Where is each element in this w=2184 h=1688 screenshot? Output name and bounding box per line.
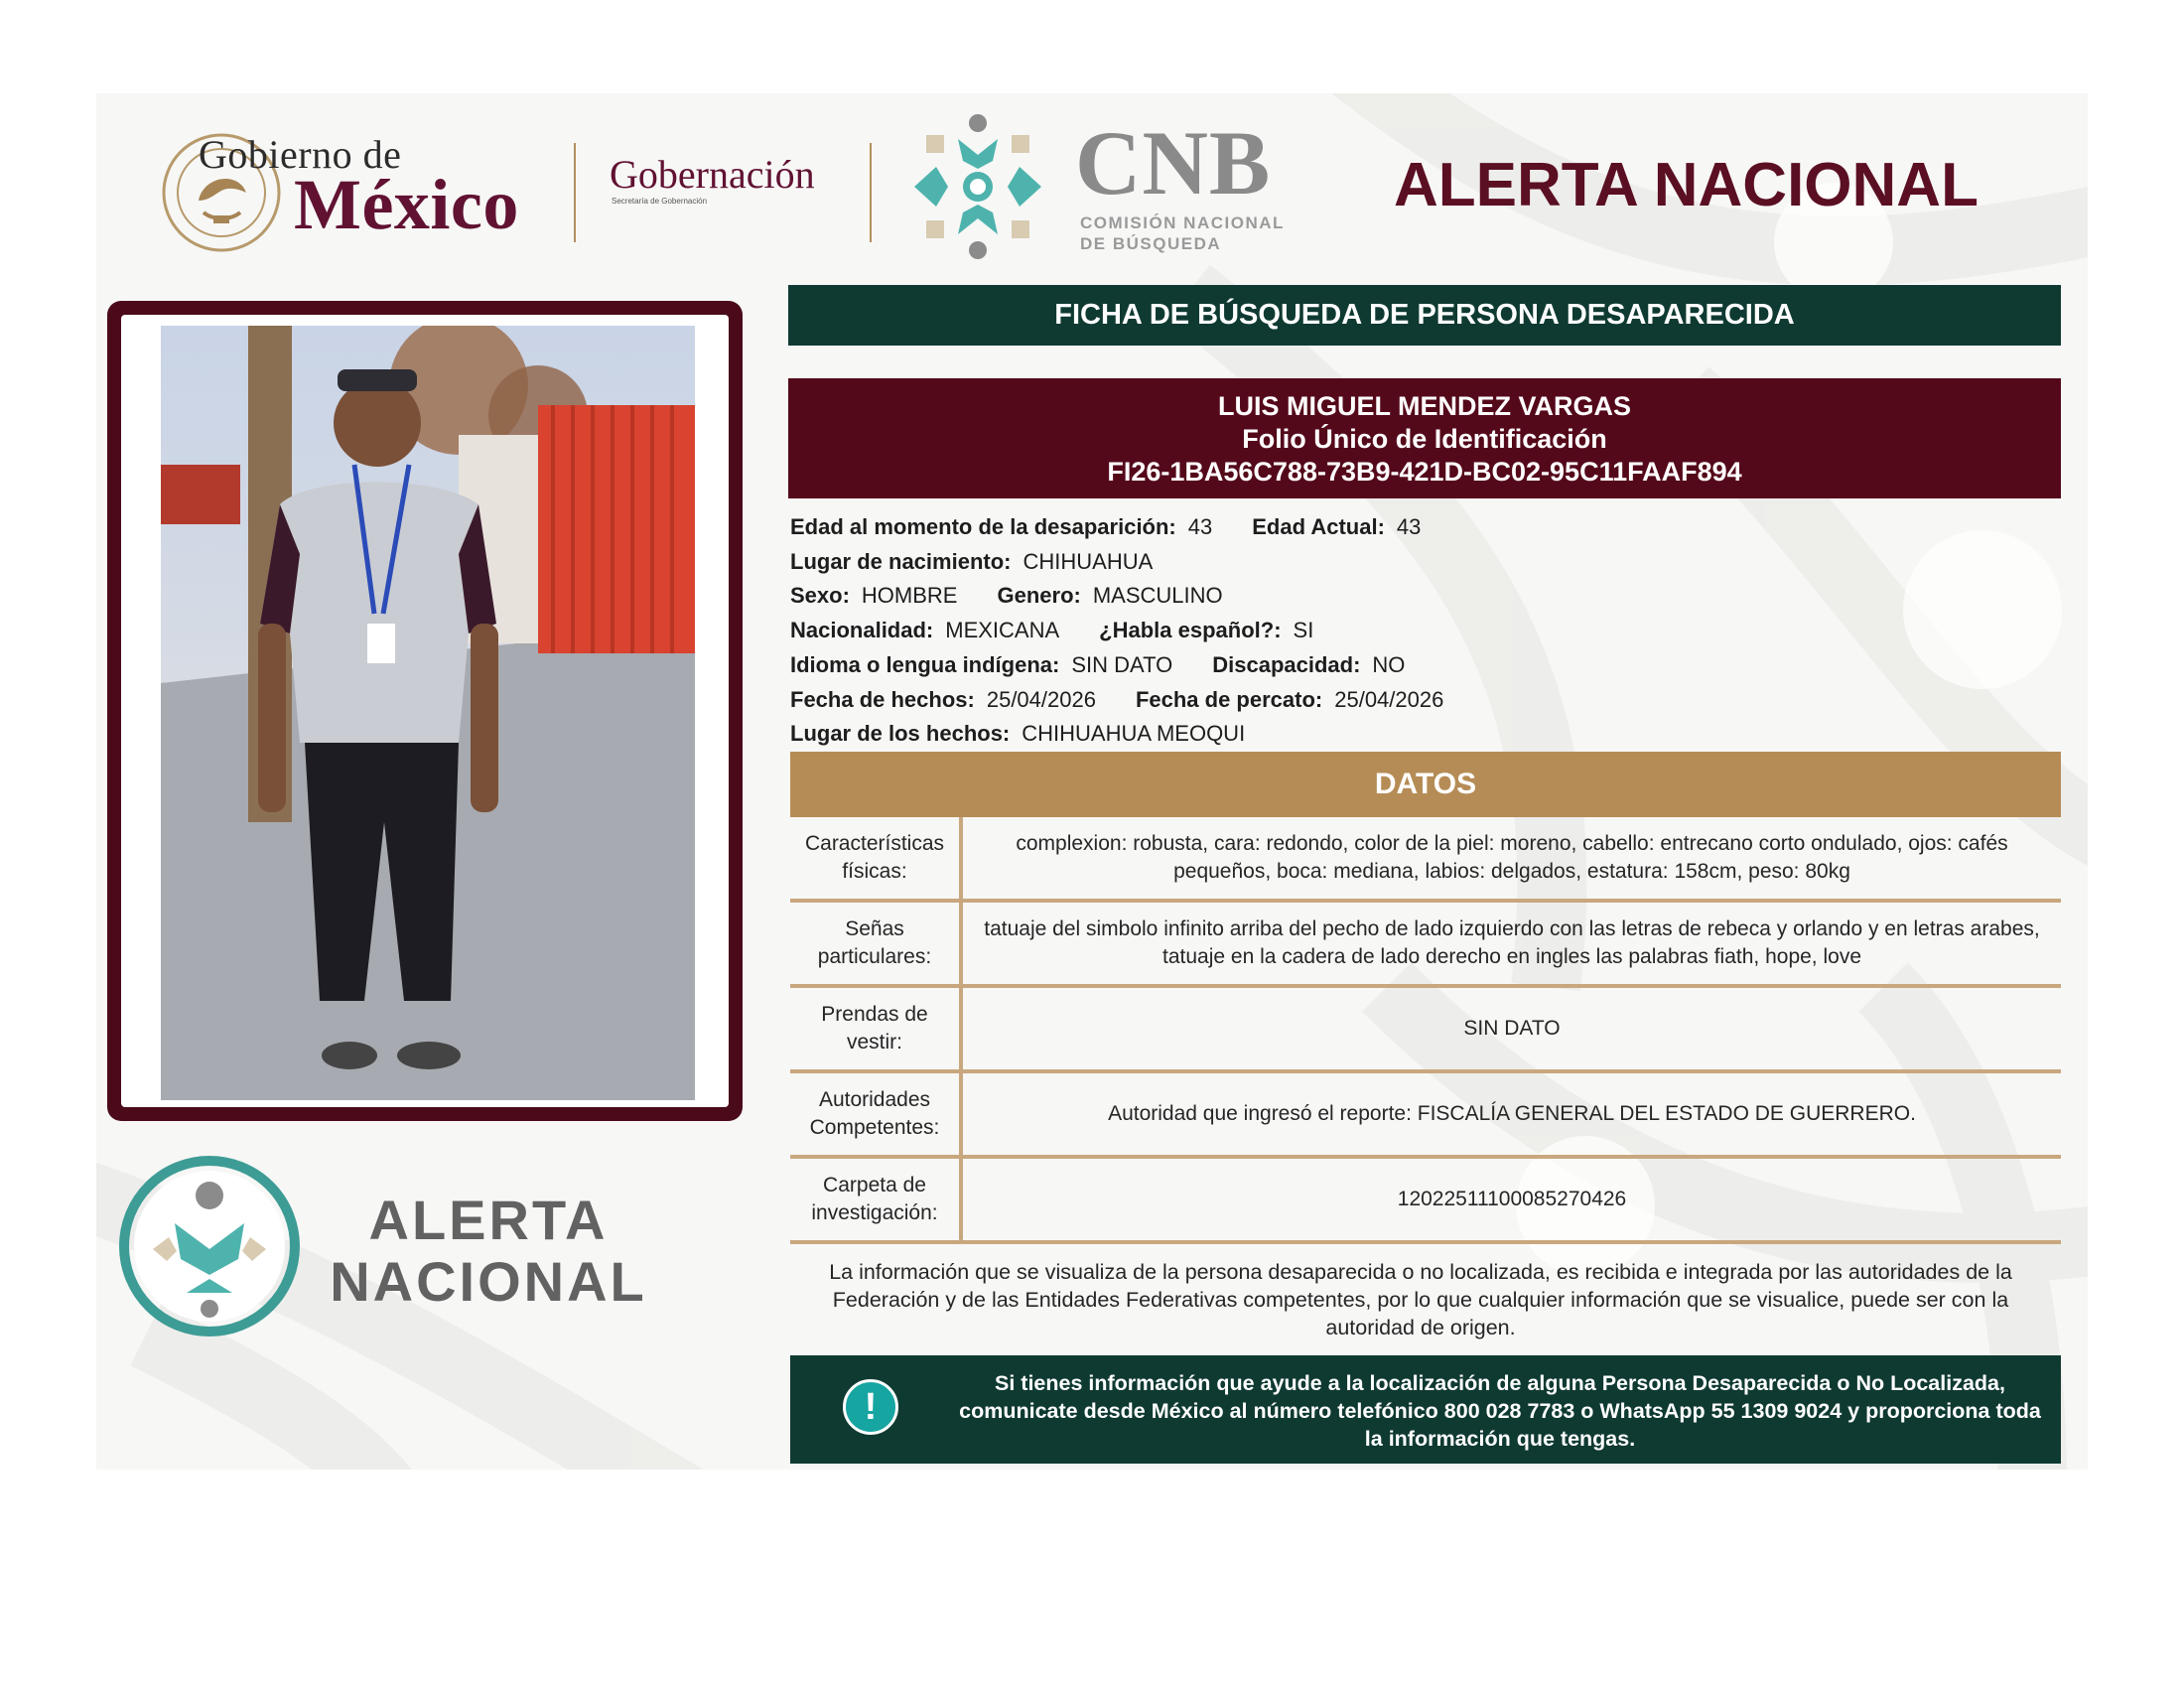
exclamation-icon: ! — [843, 1379, 898, 1435]
discapacidad-value: NO — [1372, 652, 1406, 677]
table-row — [790, 1157, 2061, 1242]
edad-actual-value: 43 — [1396, 514, 1422, 539]
info-row-edad — [790, 514, 1460, 540]
row-label: Autoridades Competentes: — [790, 1071, 961, 1157]
folio-value: FI26-1BA56C788-73B9-421D-BC02-95C11FAAF894 — [1107, 457, 1742, 487]
header-separator — [574, 143, 576, 242]
alerta-nacional-title: ALERTA NACIONAL — [1394, 151, 1979, 219]
gobernacion-text: Gobernación — [610, 152, 815, 197]
contact-banner — [790, 1355, 2061, 1464]
person-name: LUIS MIGUEL MENDEZ VARGAS — [1217, 391, 1632, 421]
gobierno-de-text: Gobierno de — [199, 132, 402, 177]
info-row-nacimiento — [790, 549, 1192, 575]
idioma-label: Idioma o lengua indígena: — [790, 652, 1060, 677]
cnb-logo-icon — [898, 107, 1057, 266]
sexo-value: HOMBRE — [861, 583, 958, 608]
edad-actual-label: Edad Actual: — [1252, 514, 1385, 539]
contact-text: Si tienes información que ayude a la localización de alguna Persona Desaparecida o No Localizada, comunicate desde México al número telefónico 800 028 7783 o WhatsApp 55 1309 9024 y proporciona toda la información que tengas. — [959, 1371, 2041, 1451]
row-value: SIN DATO — [961, 986, 2061, 1071]
sexo-label: Sexo: — [790, 583, 850, 608]
row-value: Autoridad que ingresó el reporte: FISCALÍA GENERAL DEL ESTADO DE GUERRERO. — [961, 1071, 2061, 1157]
row-value: tatuaje del simbolo infinito arriba del pecho de lado izquierdo con las letras de rebeca y orlando y en letras arabes, tatuaje en la cadera de lado derecho en ingles las palabras fiath, hope, love — [961, 901, 2061, 986]
datos-table — [790, 817, 2061, 1244]
fecha-hechos-label: Fecha de hechos: — [790, 687, 975, 712]
nacionalidad-value: MEXICANA — [945, 618, 1060, 642]
table-row — [790, 1071, 2061, 1157]
table-row — [790, 901, 2061, 986]
info-row-sexo — [790, 583, 1263, 609]
disclaimer-text: La información que se visualiza de la persona desaparecida o no localizada, es recibida e integrada por las autoridades de la Federación y de las Entidades Federativas competentes, por lo que cualquier información que se visualice, puede ser con la autoridad de origen. — [829, 1260, 2012, 1339]
person-header — [788, 378, 2061, 498]
mexico-text: México — [294, 165, 519, 244]
lugar-hechos-value: CHIHUAHUA MEOQUI — [1022, 721, 1246, 746]
header-separator — [870, 143, 872, 242]
folio-label: Folio Único de Identificación — [1242, 424, 1607, 454]
table-row — [790, 817, 2061, 901]
cnb-subtitle-line2: DE BÚSQUEDA — [1080, 234, 1222, 253]
lugar-nacimiento-value: CHIHUAHUA — [1023, 549, 1154, 574]
row-value: 12022511100085270426 — [961, 1157, 2061, 1242]
cnb-text: CNB — [1075, 112, 1272, 213]
lugar-nacimiento-label: Lugar de nacimiento: — [790, 549, 1012, 574]
cnb-subtitle-line1: COMISIÓN NACIONAL — [1080, 213, 1285, 232]
genero-value: MASCULINO — [1092, 583, 1223, 608]
ficha-title-bar: FICHA DE BÚSQUEDA DE PERSONA DESAPARECIDA — [788, 285, 2061, 346]
row-label: Características físicas: — [790, 817, 961, 901]
info-row-lugar-hechos — [790, 721, 1285, 747]
datos-header: DATOS — [790, 752, 2061, 817]
lugar-hechos-label: Lugar de los hechos: — [790, 721, 1011, 746]
info-row-nacionalidad — [790, 618, 1353, 643]
gobernacion-subtext: Secretaría de Gobernación — [612, 197, 708, 206]
edad-desaparicion-label: Edad al momento de la desaparición: — [790, 514, 1176, 539]
fecha-hechos-value: 25/04/2026 — [986, 687, 1096, 712]
info-row-idioma — [790, 652, 1444, 678]
edad-desaparicion-value: 43 — [1187, 514, 1213, 539]
alerta-nacional-logo-text — [320, 1190, 657, 1313]
fecha-percato-value: 25/04/2026 — [1334, 687, 1444, 712]
nacionalidad-label: Nacionalidad: — [790, 618, 934, 642]
alerta-nacional-logo-icon — [117, 1154, 302, 1338]
row-label: Señas particulares: — [790, 901, 961, 986]
discapacidad-label: Discapacidad: — [1212, 652, 1361, 677]
person-photo — [161, 326, 695, 1100]
genero-label: Genero: — [997, 583, 1081, 608]
habla-espanol-label: ¿Habla español?: — [1099, 618, 1282, 642]
row-value: complexion: robusta, cara: redondo, color de la piel: moreno, cabello: entrecano corto ondulado, ojos: cafés pequeños, boca: mediana, labios: delgados, estatura: 158cm, peso: 80kg — [961, 817, 2061, 901]
cnb-subtitle — [1080, 212, 1285, 254]
habla-espanol-value: SI — [1293, 618, 1314, 642]
row-label: Prendas de vestir: — [790, 986, 961, 1071]
alerta-logo-line2: NACIONAL — [330, 1250, 647, 1313]
alerta-logo-line1: ALERTA — [368, 1189, 609, 1251]
idioma-value: SIN DATO — [1071, 652, 1173, 677]
fecha-percato-label: Fecha de percato: — [1135, 687, 1323, 712]
info-row-fechas — [790, 687, 1483, 713]
table-row — [790, 986, 2061, 1071]
row-label: Carpeta de investigación: — [790, 1157, 961, 1242]
